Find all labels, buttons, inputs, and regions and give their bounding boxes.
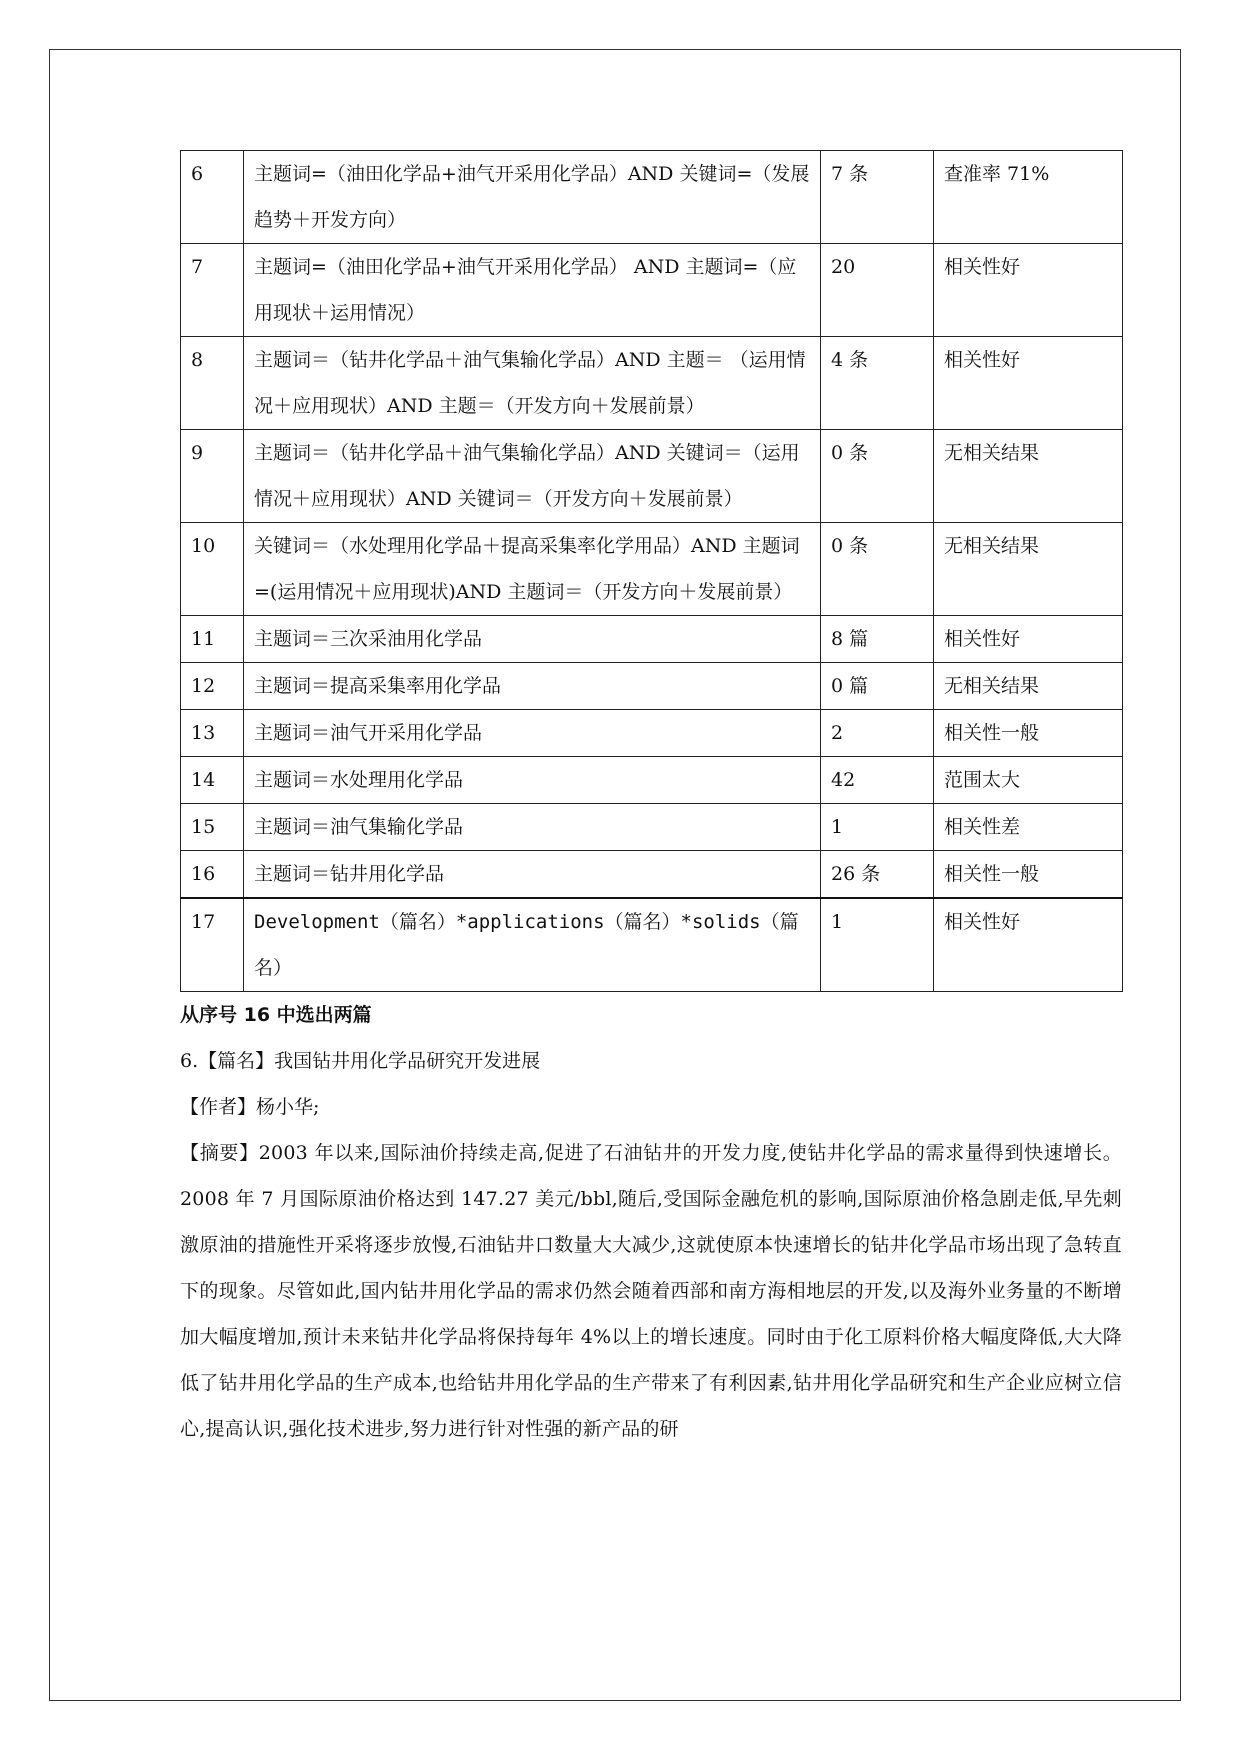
result-evaluation: 范围太大 — [934, 757, 1123, 804]
section-heading: 从序号 16 中选出两篇 — [180, 1004, 372, 1026]
search-query: 主题词=（油田化学品+油气开采用化学品）AND 关键词=（发展趋势＋开发方向） — [244, 151, 821, 244]
result-count: 1 — [821, 804, 934, 851]
row-number: 17 — [181, 898, 244, 992]
row-number: 16 — [181, 851, 244, 899]
table-row — [181, 151, 1123, 244]
row-number: 11 — [181, 616, 244, 663]
result-count: 0 篇 — [821, 663, 934, 710]
article-title-line: 6.【篇名】我国钻井用化学品研究开发进展 — [180, 1050, 541, 1072]
search-query: 主题词＝水处理用化学品 — [244, 757, 821, 804]
search-query: 关键词＝（水处理用化学品＋提高采集率化学用品）AND 主题词=(运用情况＋应用现状)AND 主题词＝（开发方向＋发展前景） — [244, 523, 821, 616]
table-row — [181, 337, 1123, 430]
row-number: 9 — [181, 430, 244, 523]
row-number: 12 — [181, 663, 244, 710]
table-row — [181, 523, 1123, 616]
row-number: 8 — [181, 337, 244, 430]
result-count: 8 篇 — [821, 616, 934, 663]
table-row — [181, 851, 1123, 899]
result-count: 42 — [821, 757, 934, 804]
result-evaluation: 相关性好 — [934, 244, 1123, 337]
result-evaluation: 相关性好 — [934, 898, 1123, 992]
result-evaluation: 相关性好 — [934, 616, 1123, 663]
table-row — [181, 663, 1123, 710]
row-number: 6 — [181, 151, 244, 244]
result-evaluation: 相关性好 — [934, 337, 1123, 430]
page-content — [180, 150, 1122, 1452]
result-count: 0 条 — [821, 523, 934, 616]
search-query: 主题词=（油田化学品+油气开采用化学品） AND 主题词=（应用现状＋运用情况） — [244, 244, 821, 337]
result-count: 7 条 — [821, 151, 934, 244]
table-row — [181, 710, 1123, 757]
table-row — [181, 757, 1123, 804]
search-query: 主题词＝油气开采用化学品 — [244, 710, 821, 757]
result-count: 2 — [821, 710, 934, 757]
search-query: 主题词＝（钻井化学品＋油气集输化学品）AND 主题＝ （运用情况＋应用现状）AND 主题＝（开发方向＋发展前景） — [244, 337, 821, 430]
search-query: 主题词＝提高采集率用化学品 — [244, 663, 821, 710]
table-row — [181, 430, 1123, 523]
search-query: 主题词＝油气集输化学品 — [244, 804, 821, 851]
search-query: 主题词＝钻井用化学品 — [244, 851, 821, 899]
result-count: 26 条 — [821, 851, 934, 899]
result-count: 1 — [821, 898, 934, 992]
result-evaluation: 相关性一般 — [934, 851, 1123, 899]
row-number: 13 — [181, 710, 244, 757]
row-number: 14 — [181, 757, 244, 804]
result-evaluation: 无相关结果 — [934, 523, 1123, 616]
result-count: 4 条 — [821, 337, 934, 430]
result-evaluation: 相关性一般 — [934, 710, 1123, 757]
table-row — [181, 804, 1123, 851]
table-row — [181, 244, 1123, 337]
result-evaluation: 查准率 71% — [934, 151, 1123, 244]
table-row — [181, 898, 1123, 992]
search-query: Development（篇名）*applications（篇名）*solids（篇名） — [244, 898, 821, 992]
row-number: 7 — [181, 244, 244, 337]
row-number: 15 — [181, 804, 244, 851]
row-number: 10 — [181, 523, 244, 616]
article-abstract: 【摘要】2003 年以来,国际油价持续走高,促进了石油钻井的开发力度,使钻井化学品的需求量得到快速增长。2008 年 7 月国际原油价格达到 147.27 美元/bbl,随后,受国际金融危机的影响,国际原油价格急剧走低,早先刺激原油的措施性开采将逐步放慢,石油钻井口数量大大减少,这就使原本快速增长的钻井化学品市场出现了急转直下的现象。尽管如此,国内钻井用化学品的需求仍然会随着西部和南方海相地层的开发,以及海外业务量的不断增加大幅度增加,预计未来钻井化学品将保持每年 4%以上的增长速度。同时由于化工原料价格大幅度降低,大大降低了钻井用化学品的生产成本,也给钻井用化学品的生产带来了有利因素,钻井用化学品研究和生产企业应树立信心,提高认识,强化技术进步,努力进行针对性强的新产品的研 — [180, 1142, 1122, 1440]
result-evaluation: 无相关结果 — [934, 663, 1123, 710]
table-row — [181, 616, 1123, 663]
search-query: 主题词＝（钻井化学品＋油气集输化学品）AND 关键词＝（运用情况＋应用现状）AND 关键词＝（开发方向＋发展前景） — [244, 430, 821, 523]
article-author-line: 【作者】杨小华; — [180, 1096, 320, 1118]
result-evaluation: 相关性差 — [934, 804, 1123, 851]
search-query: 主题词＝三次采油用化学品 — [244, 616, 821, 663]
result-count: 20 — [821, 244, 934, 337]
search-results-table — [180, 150, 1123, 992]
result-evaluation: 无相关结果 — [934, 430, 1123, 523]
result-count: 0 条 — [821, 430, 934, 523]
